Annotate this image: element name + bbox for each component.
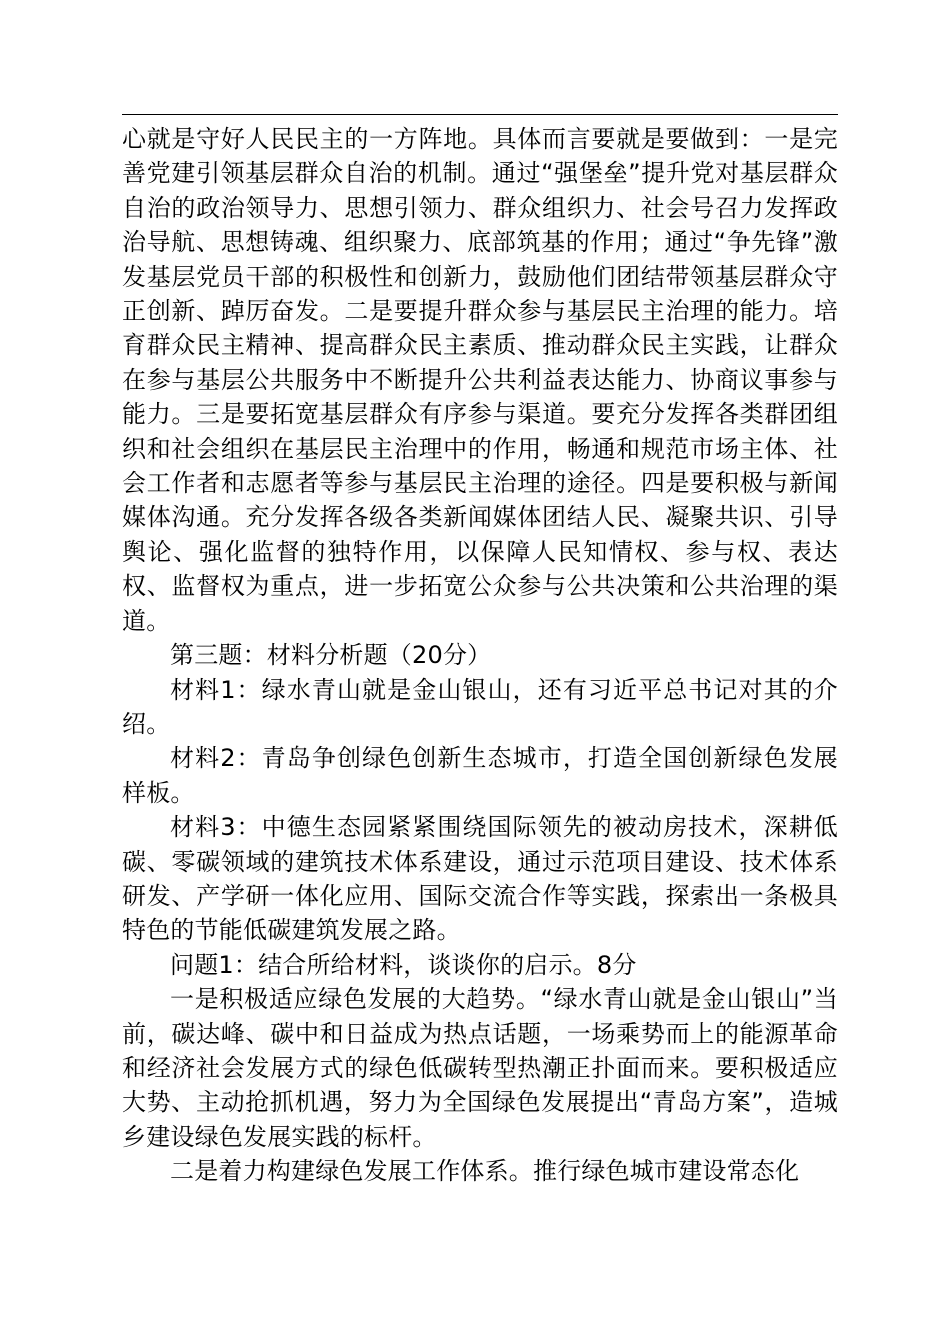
- header-rule: [122, 114, 838, 115]
- question-one: 问题1：结合所给材料，谈谈你的启示。8分: [170, 950, 637, 979]
- answer-point-one: 一是积极适应绿色发展的大趋势。“绿水青山就是金山银山”当前，碳达峰、碳中和日益成为热点话题，一场乘势而上的能源革命和经济社会发展方式的绿色低碳转型热潮正扑面而来。要积极适应大势、主动抢抓机遇，努力为全国绿色发展提出“青岛方案”，造城乡建设绿色发展实践的标杆。: [122, 985, 838, 1151]
- material-three: 材料3：中德生态园紧紧围绕国际领先的被动房技术，深耕低碳、零碳领域的建筑技术体系建设，通过示范项目建设、技术体系研发、产学研一体化应用、国际交流合作等实践，探索出一条极具特色的节能低碳建筑发展之路。: [122, 813, 838, 945]
- question-three-heading: 第三题：材料分析题（20分）: [170, 641, 492, 670]
- material-one: 材料1：绿水青山就是金山银山，还有习近平总书记对其的介绍。: [122, 675, 838, 738]
- answer-point-two: 二是着力构建绿色发展工作体系。推行绿色城市建设常态化: [170, 1157, 800, 1186]
- paragraph-democracy-governance: 心就是守好人民民主的一方阵地。具体而言要就是要做到：一是完善党建引领基层群众自治的机制。通过“强堡垒”提升党对基层群众自治的政治领导力、思想引领力、群众组织力、社会号召力发挥政治导航、思想铸魂、组织聚力、底部筑基的作用；通过“争先锋”激发基层党员干部的积极性和创新力，鼓励他们团结带领基层群众守正创新、踔厉奋发。二是要提升群众参与基层民主治理的能力。培育群众民主精神、提高群众民主素质、推动群众民主实践，让群众在参与基层公共服务中不断提升公共利益表达能力、协商议事参与能力。三是要拓宽基层群众有序参与渠道。要充分发挥各类群团组织和社会组织在基层民主治理中的作用，畅通和规范市场主体、社会工作者和志愿者等参与基层民主治理的途径。四是要积极与新闻媒体沟通。充分发挥各级各类新闻媒体团结人民、凝聚共识、引导舆论、强化监督的独特作用，以保障人民知情权、参与权、表达权、监督权为重点，进一步拓宽公众参与公共决策和公共治理的渠道。: [122, 125, 838, 635]
- material-two: 材料2：青岛争创绿色创新生态城市，打造全国创新绿色发展样板。: [122, 744, 838, 807]
- document-body: [122, 122, 838, 1189]
